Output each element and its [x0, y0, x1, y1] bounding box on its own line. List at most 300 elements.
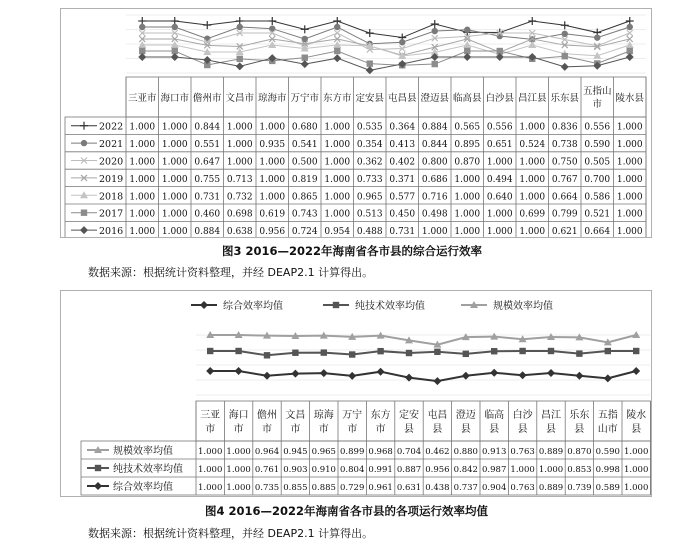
- category-label: 县: [432, 424, 443, 435]
- data-label: 0.621: [551, 227, 578, 237]
- data-label: 1.000: [486, 209, 513, 220]
- data-point: [561, 63, 569, 71]
- legend-label: 2018: [99, 191, 124, 203]
- data-point: [433, 377, 441, 385]
- category-label: 市: [318, 424, 329, 435]
- data-label: 0.450: [389, 209, 416, 220]
- data-point: [519, 348, 525, 354]
- series-line: [210, 371, 636, 381]
- category-label: 县: [631, 424, 642, 435]
- data-label: 1.000: [226, 140, 253, 151]
- data-point: [235, 348, 241, 354]
- category-label: 市: [233, 424, 244, 435]
- data-point: [562, 31, 568, 37]
- data-point: [367, 60, 373, 66]
- category-label: 临高: [484, 410, 505, 421]
- category-label: 市: [347, 424, 358, 435]
- category-label: 屯昌: [427, 410, 448, 421]
- data-label: 0.724: [291, 227, 318, 237]
- legend-label: 2021: [99, 139, 124, 151]
- data-label: 0.956: [259, 227, 286, 237]
- data-point: [632, 367, 640, 375]
- data-label: 0.739: [567, 483, 592, 493]
- legend-label: 规模效率均值: [493, 301, 553, 312]
- data-label: 0.965: [311, 447, 336, 457]
- category-label: 市: [205, 424, 216, 435]
- data-label: 0.904: [482, 483, 507, 493]
- category-label: 儋州市: [192, 93, 222, 104]
- data-label: 1.000: [538, 465, 564, 475]
- category-label: 县: [489, 424, 500, 435]
- series-line: [210, 335, 636, 345]
- data-point: [291, 370, 299, 378]
- data-point: [490, 369, 498, 377]
- data-label: 0.965: [356, 192, 383, 203]
- data-label: 1.000: [324, 174, 351, 185]
- data-point: [399, 39, 405, 45]
- legend-label: 纯技术效率均值: [355, 301, 425, 312]
- series-2022: [71, 17, 643, 133]
- category-label: 三亚: [200, 410, 221, 421]
- category-label: 昌江: [541, 410, 561, 421]
- data-label: 0.631: [396, 483, 422, 493]
- data-label: 0.961: [368, 483, 393, 493]
- category-label: 乐东: [569, 410, 590, 421]
- data-label: 0.651: [486, 140, 513, 151]
- data-label: 1.000: [161, 209, 188, 220]
- data-label: 1.000: [324, 122, 351, 133]
- data-label: 0.535: [356, 122, 383, 133]
- data-label: 1.000: [519, 157, 546, 168]
- data-label: 0.903: [283, 465, 308, 475]
- data-point: [561, 21, 569, 29]
- chart-frame-fig4: [60, 290, 652, 497]
- data-point: [464, 27, 470, 33]
- data-label: 1.000: [616, 122, 643, 133]
- data-point: [548, 348, 554, 354]
- data-label: 1.000: [129, 174, 156, 185]
- legend-label: 2020: [99, 156, 124, 168]
- data-label: 0.763: [510, 447, 535, 457]
- data-point: [236, 62, 244, 70]
- category-label: 海口市: [160, 93, 190, 104]
- data-label: 0.494: [486, 174, 513, 185]
- data-label: 0.910: [311, 465, 336, 475]
- data-label: 0.870: [454, 157, 481, 168]
- data-label: 1.000: [324, 192, 351, 203]
- data-point: [334, 48, 340, 54]
- series-line: [210, 351, 636, 355]
- legend: [191, 299, 553, 312]
- data-label: 0.889: [538, 483, 564, 493]
- data-label: 0.968: [368, 447, 393, 457]
- category-label: 五指: [597, 410, 618, 421]
- series-line: [142, 45, 630, 56]
- category-label: 白沙县: [485, 93, 515, 104]
- category-label: 山市: [597, 424, 618, 435]
- data-label: 0.402: [389, 157, 416, 168]
- legend-marker: [200, 301, 208, 309]
- data-label: 0.638: [226, 227, 253, 237]
- data-label: 1.000: [161, 227, 188, 237]
- data-point: [301, 25, 309, 33]
- data-point: [334, 30, 340, 36]
- data-point: [349, 351, 355, 357]
- category-label: 县: [574, 424, 585, 435]
- data-label: 1.000: [129, 157, 156, 168]
- category-label: 市: [375, 424, 386, 435]
- data-source-fig4: 数据来源：根据统计资料整理，并经 DEAP2.1 计算得出。: [88, 527, 374, 540]
- legend-marker: [80, 226, 88, 234]
- data-point: [627, 30, 633, 36]
- chart-fig3: [61, 9, 651, 237]
- data-point: [519, 371, 527, 379]
- data-label: 1.000: [198, 465, 223, 475]
- category-label: 东方: [370, 410, 391, 421]
- data-label: 0.998: [595, 465, 620, 475]
- figure-caption-fig4: 图4 2016—2022年海南省各市县的各项运行效率均值: [205, 504, 489, 518]
- data-point: [434, 349, 440, 355]
- data-label: 0.521: [584, 209, 611, 220]
- data-point: [406, 350, 412, 356]
- data-point: [431, 20, 439, 28]
- data-label: 1.000: [324, 140, 351, 151]
- data-label: 0.729: [340, 483, 365, 493]
- category-label: 澄迈: [455, 410, 476, 421]
- data-label: 0.413: [389, 140, 416, 151]
- data-point: [268, 17, 276, 25]
- data-label: 0.362: [356, 157, 383, 168]
- data-label: 1.000: [226, 122, 253, 133]
- data-label: 0.524: [519, 140, 546, 151]
- data-label: 1.000: [129, 227, 156, 237]
- data-point: [334, 24, 340, 30]
- data-point: [333, 54, 341, 62]
- data-point: [632, 331, 640, 338]
- data-point: [432, 28, 438, 34]
- data-point: [605, 348, 611, 354]
- data-point: [576, 350, 582, 356]
- data-point: [633, 348, 639, 354]
- data-point: [366, 29, 374, 37]
- data-label: 1.000: [624, 447, 649, 457]
- data-label: 1.000: [129, 140, 156, 151]
- category-label: 定安县: [355, 93, 385, 104]
- data-point: [302, 54, 308, 60]
- data-label: 0.750: [551, 157, 578, 168]
- plot-gridlines: [196, 335, 650, 395]
- series-line: [142, 39, 630, 55]
- data-label: 0.755: [194, 174, 221, 185]
- row-label: 综合效率均值: [113, 482, 173, 493]
- data-point: [491, 348, 497, 354]
- category-label: 县: [460, 424, 471, 435]
- data-label: 0.800: [421, 157, 448, 168]
- data-point: [237, 24, 243, 30]
- legend-label: 2019: [99, 173, 124, 185]
- data-label: 0.887: [396, 465, 422, 475]
- data-point: [547, 369, 555, 377]
- row-label: 纯技术效率均值: [113, 464, 183, 475]
- data-label: 0.704: [396, 447, 422, 457]
- category-label: 县: [546, 424, 556, 435]
- data-label: 0.462: [425, 447, 450, 457]
- data-point: [204, 35, 210, 41]
- data-label: 0.664: [584, 227, 611, 237]
- category-label: 文昌市: [225, 93, 255, 104]
- data-label: 1.000: [454, 209, 481, 220]
- data-label: 1.000: [486, 157, 513, 168]
- data-label: 0.371: [389, 174, 416, 185]
- data-label: 1.000: [226, 465, 251, 475]
- data-label: 1.000: [421, 227, 448, 237]
- data-label: 0.987: [482, 465, 507, 475]
- data-point: [627, 24, 633, 30]
- category-label: 陵水: [626, 410, 647, 421]
- data-point: [301, 60, 309, 68]
- data-label: 0.743: [291, 209, 318, 220]
- data-label: 1.000: [198, 447, 223, 457]
- data-label: 0.763: [510, 483, 535, 493]
- data-label: 0.836: [551, 122, 578, 133]
- data-label: 0.565: [454, 122, 481, 133]
- data-label: 0.716: [421, 192, 448, 203]
- legend-label: 综合效率均值: [223, 301, 283, 312]
- data-label: 1.000: [454, 192, 481, 203]
- data-point: [377, 348, 383, 354]
- data-label: 1.000: [616, 192, 643, 203]
- data-label: 1.000: [616, 227, 643, 237]
- data-label: 1.000: [259, 174, 286, 185]
- data-label: 1.000: [259, 157, 286, 168]
- category-label: 万宁市: [290, 93, 320, 104]
- category-label: 乐东县: [550, 93, 580, 104]
- data-point: [263, 372, 271, 380]
- category-label: 市: [262, 424, 272, 435]
- data-label: 0.884: [194, 227, 221, 237]
- data-label: 0.761: [254, 465, 280, 475]
- data-label: 0.733: [356, 174, 383, 185]
- data-label: 1.000: [226, 157, 253, 168]
- data-point: [264, 352, 270, 358]
- data-label: 0.735: [254, 483, 280, 493]
- data-label: 0.913: [482, 447, 507, 457]
- category-label: 陵水县: [615, 93, 645, 104]
- data-label: 0.991: [368, 465, 393, 475]
- data-label: 1.000: [486, 227, 513, 237]
- data-label: 0.640: [486, 192, 513, 203]
- legend-label: 2017: [99, 208, 124, 220]
- data-source-fig3: 数据来源：根据统计资料整理，并经 DEAP2.1 计算得出。: [88, 266, 374, 279]
- legend-marker: [95, 465, 101, 471]
- data-label: 1.000: [616, 140, 643, 151]
- data-label: 1.000: [198, 483, 223, 493]
- data-label: 1.000: [161, 192, 188, 203]
- data-label: 0.767: [551, 174, 578, 185]
- data-label: 1.000: [226, 483, 251, 493]
- data-label: 0.870: [567, 447, 592, 457]
- legend-marker: [81, 210, 87, 216]
- legend-marker: [80, 122, 88, 130]
- data-label: 0.935: [259, 140, 286, 151]
- data-label: 1.000: [129, 192, 156, 203]
- data-point: [235, 367, 243, 375]
- data-point: [171, 17, 179, 25]
- category-label: 东方市: [322, 93, 352, 104]
- data-label: 0.899: [340, 447, 365, 457]
- data-label: 0.500: [291, 157, 318, 168]
- data-label: 1.000: [454, 227, 481, 237]
- category-label: 县: [517, 424, 528, 435]
- data-label: 0.956: [425, 465, 450, 475]
- data-point: [320, 369, 328, 377]
- data-label: 0.855: [283, 483, 308, 493]
- data-label: 0.686: [421, 174, 448, 185]
- data-label: 1.000: [510, 465, 535, 475]
- data-label: 0.844: [194, 122, 221, 133]
- data-label: 1.000: [161, 140, 188, 151]
- category-label: 琼海: [313, 410, 334, 421]
- data-label: 0.664: [551, 192, 578, 203]
- data-label: 1.000: [161, 174, 188, 185]
- data-point: [626, 17, 634, 25]
- data-label: 1.000: [519, 122, 546, 133]
- data-label: 1.000: [519, 174, 546, 185]
- data-label: 1.000: [259, 192, 286, 203]
- category-label: 文昌: [285, 410, 306, 421]
- data-label: 0.589: [595, 483, 620, 493]
- data-point: [321, 349, 327, 355]
- data-label: 0.853: [567, 465, 592, 475]
- data-label: 0.586: [584, 192, 611, 203]
- data-label: 1.000: [129, 209, 156, 220]
- data-label: 0.698: [226, 209, 253, 220]
- data-label: 0.551: [194, 140, 221, 151]
- data-label: 0.884: [421, 122, 448, 133]
- data-point: [348, 372, 356, 380]
- data-point: [463, 351, 469, 357]
- data-label: 0.577: [389, 192, 416, 203]
- data-label: 0.842: [453, 465, 478, 475]
- category-label: 临高县: [452, 93, 482, 104]
- data-label: 0.889: [538, 447, 564, 457]
- data-label: 1.000: [161, 157, 188, 168]
- data-label: 1.000: [616, 209, 643, 220]
- data-label: 0.438: [425, 483, 450, 493]
- data-point: [138, 17, 146, 25]
- legend-marker: [94, 482, 102, 490]
- category-label: 三亚市: [127, 93, 157, 104]
- data-label: 0.737: [453, 483, 478, 493]
- chart-fig4: [61, 291, 651, 496]
- data-label: 0.680: [291, 122, 318, 133]
- data-point: [207, 348, 213, 354]
- data-point: [405, 374, 413, 382]
- data-point: [594, 34, 600, 40]
- data-label: 0.590: [584, 140, 611, 151]
- data-label: 0.699: [519, 209, 546, 220]
- data-label: 0.731: [194, 192, 221, 203]
- data-point: [528, 17, 536, 25]
- data-label: 0.819: [291, 174, 318, 185]
- data-label: 0.700: [584, 174, 611, 185]
- data-label: 0.647: [194, 157, 221, 168]
- legend-marker: [333, 302, 339, 308]
- data-label: 1.000: [161, 122, 188, 133]
- category-label: 五指山: [582, 86, 612, 97]
- data-label: 1.000: [624, 465, 649, 475]
- legend-label: 2016: [99, 226, 124, 237]
- data-label: 0.505: [584, 157, 611, 168]
- data-label: 0.945: [283, 447, 308, 457]
- data-label: 0.460: [194, 209, 221, 220]
- data-point: [575, 372, 583, 380]
- category-label: 市: [290, 424, 301, 435]
- category-label: 市: [592, 99, 603, 110]
- data-label: 0.880: [453, 447, 478, 457]
- data-label: 0.713: [226, 174, 253, 185]
- data-point: [462, 372, 470, 380]
- data-label: 1.000: [226, 447, 251, 457]
- data-point: [237, 56, 243, 62]
- data-label: 0.844: [421, 140, 448, 151]
- data-label: 0.865: [291, 192, 318, 203]
- data-point: [604, 374, 612, 382]
- category-label: 昌江县: [517, 93, 547, 104]
- category-label: 儋州: [257, 410, 277, 421]
- data-point: [203, 21, 211, 29]
- data-point: [432, 61, 438, 67]
- data-label: 1.000: [324, 209, 351, 220]
- data-label: 0.513: [356, 209, 383, 220]
- data-point: [236, 17, 244, 25]
- legend-marker: [81, 140, 87, 146]
- figure-caption-fig3: 图3 2016—2022年海南省各市县的综合运行效率: [222, 244, 483, 258]
- data-label: 1.000: [616, 174, 643, 185]
- data-point: [562, 53, 568, 59]
- data-label: 0.541: [291, 140, 318, 151]
- category-label: 屯昌县: [387, 93, 417, 104]
- data-label: 0.556: [486, 122, 513, 133]
- data-label: 0.354: [356, 140, 383, 151]
- data-point: [139, 24, 145, 30]
- data-label: 1.000: [624, 483, 649, 493]
- category-label: 澄迈县: [420, 93, 450, 104]
- data-label: 1.000: [454, 174, 481, 185]
- category-label: 海口: [228, 410, 249, 421]
- category-label: 万宁: [342, 410, 363, 421]
- legend-label: 2022: [99, 121, 124, 133]
- row-label: 规模效率均值: [113, 446, 173, 457]
- data-point: [206, 367, 214, 375]
- data-label: 0.488: [356, 227, 383, 237]
- data-point: [377, 368, 385, 376]
- category-label: 琼海市: [257, 93, 287, 104]
- data-point: [172, 24, 178, 30]
- category-label: 白沙: [512, 410, 533, 421]
- data-label: 0.804: [340, 465, 365, 475]
- data-label: 0.964: [254, 447, 280, 457]
- data-label: 1.000: [519, 192, 546, 203]
- data-label: 0.731: [389, 227, 416, 237]
- category-label: 定安: [399, 410, 419, 421]
- data-label: 0.590: [595, 447, 620, 457]
- data-label: 0.954: [324, 227, 351, 237]
- data-label: 0.498: [421, 209, 448, 220]
- data-label: 1.000: [324, 157, 351, 168]
- series-line: [142, 51, 630, 65]
- data-label: 1.000: [259, 122, 286, 133]
